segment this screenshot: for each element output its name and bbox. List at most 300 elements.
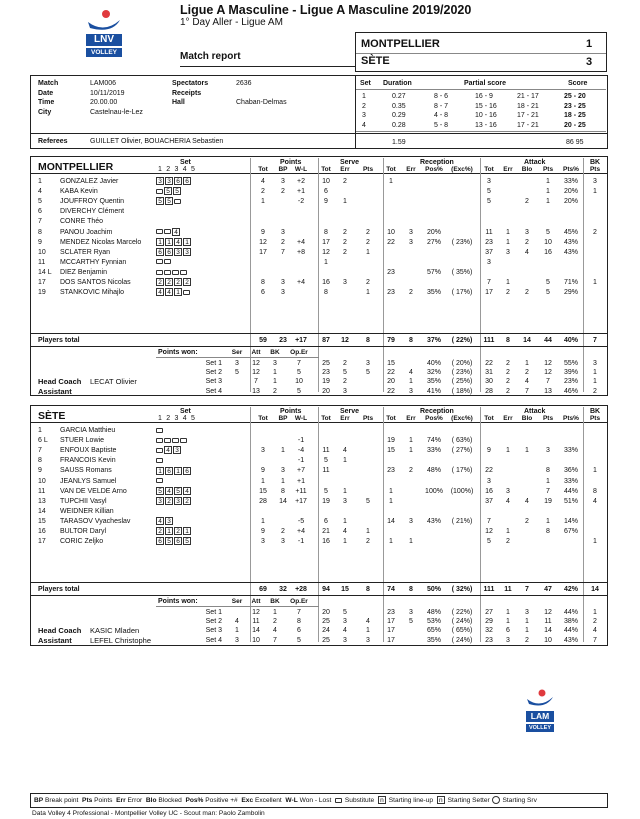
set-row-stat: 29	[485, 618, 493, 626]
starting-position-box: 2	[156, 527, 164, 535]
player-stat: 3	[261, 447, 265, 455]
col-subheader: Pts	[589, 166, 601, 173]
set-row-stat: 20	[322, 387, 330, 395]
match-info-values2	[236, 79, 287, 108]
col-subheader: (Exc%)	[451, 415, 473, 422]
col-group-attack: Attack	[524, 408, 546, 415]
set-row-points-won: 1	[273, 378, 277, 386]
player-sets	[156, 487, 192, 496]
total-stat: 111	[483, 586, 495, 593]
player-name: BULTOR Daryl	[60, 528, 107, 535]
starting-position-box: 2	[174, 527, 182, 535]
set-row-stat: 3	[409, 387, 413, 395]
starting-position-box: 5	[165, 537, 173, 545]
col-subheader: Err	[503, 166, 513, 173]
sets-header-duration: Duration	[383, 80, 412, 87]
player-name: DOS SANTOS Nicolas	[60, 279, 131, 286]
substitute-icon	[180, 438, 187, 443]
set-row-stat: 17	[387, 618, 395, 626]
player-stat: 2	[525, 289, 529, 297]
player-stat: 35%	[426, 289, 441, 297]
set-row-stat: 35%	[426, 378, 441, 386]
sets-row-p2: 10 - 16	[475, 112, 497, 119]
total-stat: ( 32%)	[451, 586, 473, 593]
player-name: CONRE Théo	[60, 218, 104, 226]
set-row-label: Set 2	[205, 369, 222, 377]
starting-position-box: 6	[183, 467, 191, 475]
player-stat: 3	[506, 487, 510, 495]
legend-exc: Excellent	[254, 797, 282, 804]
player-name: MCCARTHY Fynnian	[60, 258, 127, 266]
player-stat: 4	[261, 178, 265, 185]
total-stat: 59	[259, 337, 267, 344]
starting-position-box: 5	[174, 487, 182, 495]
col-subheader: Tot	[484, 415, 494, 422]
player-stat: 5	[324, 457, 328, 465]
player-stat: +1	[297, 188, 305, 196]
player-sets	[156, 228, 181, 237]
substitute-icon	[164, 259, 171, 264]
match-info-labels	[38, 79, 58, 117]
substitute-icon	[164, 438, 171, 443]
player-stat: 1	[389, 487, 393, 495]
legend-bp: Break point	[45, 797, 79, 804]
sets-row-score: 18 - 25	[564, 112, 586, 119]
player-name: SAUSS Romans	[60, 467, 112, 475]
player-stat: 2	[525, 198, 529, 206]
lam-logo-text: LAM	[530, 711, 550, 721]
player-stat: 2	[261, 188, 265, 196]
starting-position-box: 3	[156, 497, 164, 505]
player-stat: 9	[324, 198, 328, 206]
player-number: 10	[38, 248, 46, 256]
points-won-header: Op.Er	[290, 598, 308, 605]
head-coach-label: Head Coach	[38, 626, 82, 635]
col-subheader: BP	[278, 415, 288, 422]
legend	[34, 796, 537, 805]
player-stat: -4	[297, 447, 305, 455]
starting-position-box: 2	[183, 278, 191, 286]
starting-position-box: 1	[156, 467, 164, 475]
player-stat: 19	[322, 497, 330, 505]
assistant-label: Assistant	[38, 636, 72, 645]
player-stat: ( 23%)	[451, 238, 473, 246]
starting-position-box: 4	[172, 228, 180, 236]
player-stat: 10	[387, 228, 395, 236]
set-row-stat: 5	[409, 618, 413, 626]
set-row-stat: 14	[544, 627, 552, 635]
player-stat: 1	[324, 258, 328, 266]
player-number: 8	[38, 457, 42, 465]
substitute-icon	[180, 270, 187, 275]
set-row-label: Set 3	[205, 627, 222, 635]
player-number: 19	[38, 289, 46, 297]
player-stat: 3	[343, 497, 347, 505]
col-subheader: Tot	[258, 415, 268, 422]
player-stat: 2	[525, 517, 529, 525]
set-row-points-won: 1	[235, 627, 239, 635]
player-stat: 1	[389, 178, 393, 185]
set-row-points-won: 4	[273, 627, 277, 635]
substitute-icon	[156, 259, 163, 264]
value-receipts	[236, 89, 287, 99]
starting-position-box: 3	[174, 248, 182, 256]
player-stat: 20%	[563, 198, 578, 206]
starting-position-box: 3	[165, 177, 173, 185]
home-team-name: MONTPELLIER	[361, 38, 440, 50]
total-stat: 12	[341, 337, 349, 344]
player-stat: ( 21%)	[451, 517, 473, 525]
player-stat: 1	[593, 279, 597, 286]
player-stat: 1	[409, 538, 413, 546]
player-stat: 37	[485, 248, 493, 256]
player-stat: 1	[261, 517, 265, 525]
set-row-stat: 19	[322, 378, 330, 386]
set-row-stat: 44%	[563, 627, 578, 635]
player-stat: 16	[544, 248, 552, 256]
player-name: JEANLYS Samuel	[60, 477, 117, 485]
player-stat: 5	[487, 188, 491, 196]
player-number: 11	[38, 258, 46, 266]
player-stat: +17	[295, 497, 307, 505]
sets-row-p3: 17 - 21	[517, 121, 539, 129]
player-name: TARASOV Vyacheslav	[60, 517, 131, 525]
set-row-points-won: 5	[297, 387, 301, 395]
total-stat: 8	[409, 586, 413, 593]
set-row-stat: 1	[593, 378, 597, 386]
page-subtitle: 1° Day Aller - Ligue AM	[180, 17, 283, 28]
total-stat: 42%	[563, 586, 578, 593]
player-stat: 7	[487, 279, 491, 286]
player-stat: 1	[546, 198, 550, 206]
col-subheader: Err	[406, 415, 416, 422]
col-group-reception: Reception	[420, 159, 454, 166]
starting-position-box: 2	[156, 278, 164, 286]
player-stat: 1	[506, 279, 510, 286]
player-stat: 2	[409, 467, 413, 475]
player-stat: 3	[281, 279, 285, 286]
set-row-stat: 35%	[426, 636, 441, 644]
set-row-stat: 25	[322, 636, 330, 644]
starting-position-box: 2	[183, 497, 191, 505]
set-row-stat: 1	[525, 627, 529, 635]
set-row-stat: 22	[387, 369, 395, 377]
set-row-stat: 4	[525, 378, 529, 386]
label-city: City	[38, 108, 52, 116]
player-number: 17	[38, 538, 46, 546]
col-subheader: Tot	[386, 415, 396, 422]
set-row-stat: 3	[409, 609, 413, 616]
substitute-icon	[156, 229, 163, 234]
player-stat: 43%	[563, 248, 578, 256]
set-row-stat: 30	[485, 378, 493, 386]
starting-position-box: 2	[174, 278, 182, 286]
starting-position-box: 4	[156, 288, 164, 296]
set-row-stat: 3	[593, 360, 597, 367]
player-stat: +2	[297, 178, 305, 185]
player-name: SCLATER Ryan	[60, 248, 111, 256]
set-row-points-won: 3	[235, 360, 239, 367]
total-stat: 40%	[563, 337, 578, 344]
player-stat: ( 17%)	[451, 467, 473, 475]
set-row-stat: ( 25%)	[451, 378, 473, 386]
player-stat: 2	[343, 238, 347, 246]
set-row-stat: 1	[409, 378, 413, 386]
set-row-stat: 2	[506, 369, 510, 377]
player-stat: 15	[387, 447, 395, 455]
legend-blo-key: Blo	[145, 797, 157, 804]
value-time: 20.00.00	[90, 99, 118, 106]
player-stat: 1	[366, 289, 370, 297]
value-match: LAM006	[90, 80, 117, 87]
player-stat: 1	[389, 538, 393, 546]
player-sets	[156, 268, 188, 277]
player-stat: 3	[487, 477, 491, 485]
player-stat: 2	[593, 228, 597, 236]
player-number: 7	[38, 218, 42, 226]
player-name: KABA Kevin	[60, 188, 98, 196]
player-stat: 71%	[563, 279, 578, 286]
set-row-stat: 23	[485, 636, 493, 644]
label-referees: Referees	[38, 138, 68, 145]
player-sets	[156, 456, 164, 465]
player-stat: 6	[324, 517, 328, 525]
player-sets	[156, 248, 192, 257]
legend-wl-key: W-L	[285, 797, 298, 804]
set-row-stat: 41%	[426, 387, 441, 395]
total-stat: 11	[504, 586, 512, 593]
player-stat: 6	[324, 188, 328, 196]
substitute-icon	[172, 438, 179, 443]
set-row-points-won: 14	[252, 627, 260, 635]
starting-position-box: 6	[165, 467, 173, 475]
col-subheader: Tot	[484, 166, 494, 173]
sets-row-set: 3	[362, 112, 366, 119]
player-sets	[156, 477, 164, 486]
set-row-stat: 22	[485, 360, 493, 367]
player-stat: 27%	[426, 238, 441, 246]
col-subheader: Pts	[362, 166, 374, 173]
starting-position-box: 5	[165, 197, 173, 205]
player-stat: 2	[343, 228, 347, 236]
col-subheader: Tot	[258, 166, 268, 173]
player-stat: 1	[546, 188, 550, 196]
legend-substitute: Substitute	[344, 797, 375, 804]
starting-position-box: 1	[174, 467, 182, 475]
player-stat: 5	[487, 538, 491, 546]
player-stat: 8	[281, 487, 285, 495]
player-stat: 5	[546, 228, 550, 236]
set-row-stat: 32	[485, 627, 493, 635]
player-stat: 8	[593, 487, 597, 495]
assistant-label: Assistant	[38, 387, 72, 396]
set-row-stat: 28	[485, 387, 493, 395]
col-subheader: Pts	[362, 415, 374, 422]
col-subheader: Tot	[321, 415, 331, 422]
head-coach-name: LECAT Olivier	[90, 377, 137, 386]
set-row-points-won: 13	[252, 387, 260, 395]
player-sets	[156, 436, 188, 445]
starting-position-box: 6	[156, 248, 164, 256]
set-row-label: Set 2	[205, 618, 222, 626]
total-stat: 87	[322, 337, 330, 344]
player-sets	[156, 177, 192, 186]
set-row-points-won: 2	[273, 618, 277, 626]
player-stat: 5	[324, 487, 328, 495]
player-stat: 1	[506, 447, 510, 455]
player-stat: 1	[343, 198, 347, 206]
player-stat: 3	[525, 228, 529, 236]
player-sets	[156, 517, 174, 526]
away-sets-won: 3	[586, 56, 593, 68]
player-stat: 1	[343, 538, 347, 546]
total-score: 86 95	[566, 139, 584, 146]
set-row-stat: ( 24%)	[451, 618, 473, 626]
col-group-points: Points	[280, 159, 302, 166]
set-row-stat: 20	[387, 378, 395, 386]
player-stat: 17	[322, 238, 330, 246]
set-row-points-won: 6	[297, 627, 301, 635]
player-name: STUER Lowie	[60, 437, 104, 445]
player-name: ENFOUX Baptiste	[60, 447, 117, 455]
player-sets	[156, 288, 191, 297]
col-subheader: Pos%	[425, 415, 443, 422]
legend-starting-srv: Starting Srv	[502, 797, 537, 804]
set-row-points-won: 12	[252, 369, 260, 377]
set-row-stat: 2	[525, 636, 529, 644]
set-row-stat: ( 65%)	[451, 627, 473, 635]
set-row-stat: 1	[525, 618, 529, 626]
player-stat: 33%	[563, 447, 578, 455]
player-number: 17	[38, 279, 46, 286]
set-row-stat: 1	[506, 609, 510, 616]
total-stat: 7	[593, 337, 597, 344]
starting-position-box: 3	[183, 248, 191, 256]
set-row-stat: 5	[343, 369, 347, 377]
set-row-stat: 1	[366, 627, 370, 635]
total-stat: 14	[523, 337, 531, 344]
player-stat: 2	[281, 238, 285, 246]
substitute-icon	[335, 798, 342, 803]
set-row-points-won: 3	[235, 636, 239, 644]
player-name: FRANCOIS Kevin	[60, 457, 116, 465]
player-stat: 5	[546, 289, 550, 297]
set-row-points-won: 10	[295, 378, 303, 386]
legend-bp-key: BP	[34, 797, 44, 804]
player-number: 11	[38, 487, 46, 495]
player-stat: 6	[261, 289, 265, 297]
total-stat: 37%	[426, 337, 441, 344]
total-stat: 15	[341, 586, 349, 593]
player-number: 1	[38, 178, 42, 185]
player-stat: 1	[389, 497, 393, 505]
player-stat: 22	[485, 467, 493, 475]
set-row-stat: 13	[544, 387, 552, 395]
report-label: Match report	[180, 51, 241, 62]
starting-position-box: 5	[156, 197, 164, 205]
player-stat: 1	[593, 467, 597, 475]
player-stat: 43%	[563, 238, 578, 246]
starting-position-box: 6	[174, 537, 182, 545]
col-subheader: W-L	[294, 415, 308, 422]
starting-position-box: 2	[165, 278, 173, 286]
set-row-points-won: 1	[273, 369, 277, 377]
substitute-icon	[156, 189, 163, 194]
player-stat: 57%	[426, 268, 441, 276]
points-won-header: Ser	[231, 598, 243, 605]
player-stat: 2	[366, 538, 370, 546]
total-stat: 8	[366, 337, 370, 344]
set-row-stat: ( 22%)	[451, 609, 473, 616]
player-stat: 7	[281, 248, 285, 256]
set-row-stat: 6	[506, 627, 510, 635]
set-row-points-won: 5	[297, 636, 301, 644]
total-stat: 47	[544, 586, 552, 593]
set-row-stat: 44%	[563, 609, 578, 616]
player-sets	[156, 446, 182, 455]
set-row-stat: 17	[387, 627, 395, 635]
legend-pos-key: Pos%	[185, 797, 204, 804]
player-stat: -5	[297, 517, 305, 525]
substitute-icon	[156, 270, 163, 275]
player-number: 13	[38, 497, 46, 505]
player-name: TUPCHII Vasyl	[60, 497, 107, 505]
points-won-header: BK	[270, 349, 280, 356]
player-stat: 9	[261, 228, 265, 236]
set-row-stat: 40%	[426, 360, 441, 367]
starting-position-box: 6	[165, 248, 173, 256]
player-stat: 16	[485, 487, 493, 495]
player-number: 14	[38, 507, 46, 515]
player-sets	[156, 187, 182, 196]
set-row-stat: 2	[506, 360, 510, 367]
player-stat: 2	[343, 178, 347, 185]
player-stat: 3	[409, 517, 413, 525]
player-stat: 9	[261, 528, 265, 535]
set-row-stat: 10	[544, 636, 552, 644]
sets-row-duration: 0.29	[392, 112, 406, 119]
value-hall: Chaban-Delmas	[236, 99, 287, 106]
col-subheader: Pts%	[563, 166, 579, 173]
player-sets	[156, 466, 192, 475]
player-sets	[156, 258, 172, 267]
player-stat: 12	[485, 528, 493, 535]
player-stat: 2	[281, 528, 285, 535]
player-stat: 1	[343, 517, 347, 525]
player-stat: 3	[261, 538, 265, 546]
set-row-label: Set 4	[205, 387, 222, 395]
legend-blo: Blocked	[158, 797, 182, 804]
legend-err: Error	[127, 797, 143, 804]
col-group-serve: Serve	[340, 159, 360, 166]
player-stat: 51%	[563, 497, 578, 505]
total-stat: 50%	[426, 586, 441, 593]
set-row-stat: 2	[343, 360, 347, 367]
player-stat: 1	[593, 538, 597, 546]
set-numbers: 1 2 3 4 5	[158, 415, 197, 422]
set-row-points-won: 7	[297, 360, 301, 367]
sets-header-score: Score	[568, 80, 588, 87]
player-stat: 16	[322, 538, 330, 546]
set-row-points-won: 4	[235, 618, 239, 626]
set-row-stat: 53%	[426, 618, 441, 626]
player-stat: 4	[593, 497, 597, 505]
player-sets	[156, 278, 192, 287]
player-number: 6 L	[38, 437, 48, 445]
players-total-label: Players total	[38, 337, 80, 344]
sets-row-duration: 0.35	[392, 102, 406, 110]
player-stat: 2	[409, 289, 413, 297]
